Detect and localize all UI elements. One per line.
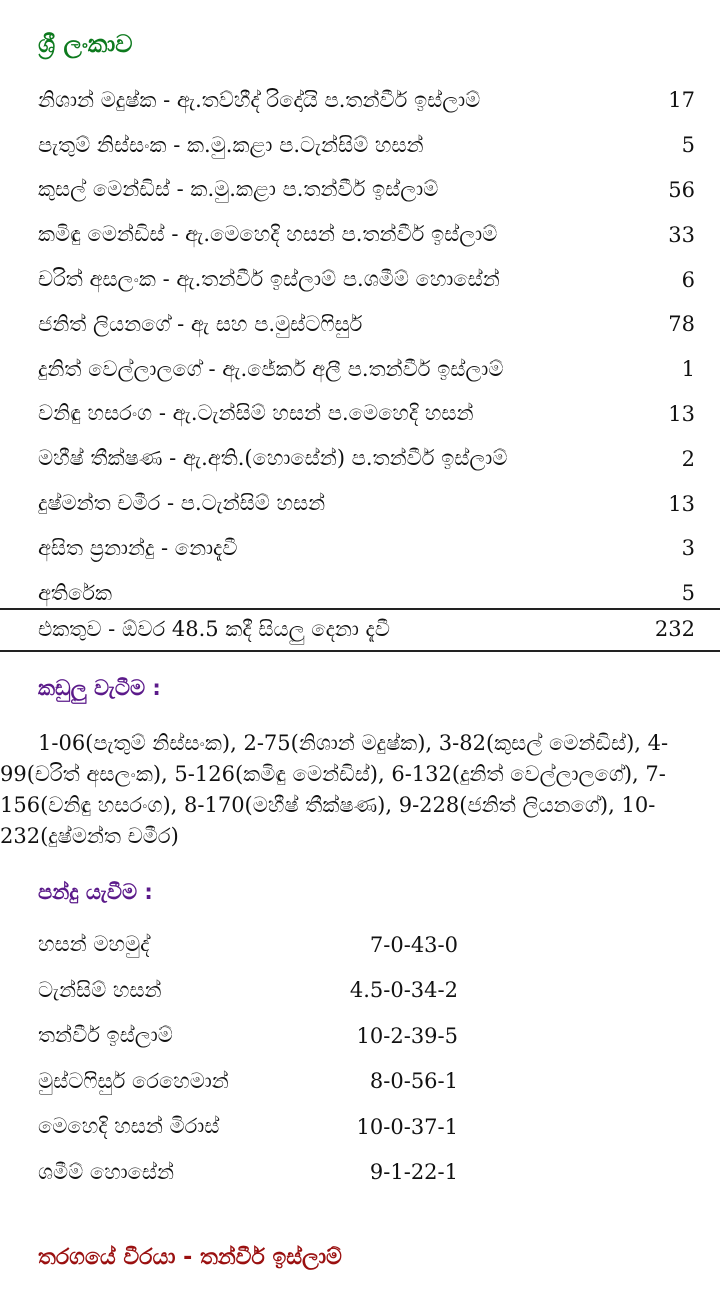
bowling-row	[38, 1104, 458, 1150]
bowler-figures: 10-0-37-1	[356, 1114, 458, 1139]
batting-row	[38, 392, 695, 437]
batting-row	[38, 257, 695, 302]
bowler-figures: 4.5-0-34-2	[349, 978, 458, 1003]
total-runs: 232	[654, 617, 695, 641]
batsman-dismissal: ජනිත් ලියනගේ - ඇ සහ ප.මුස්ටෆිසුර්	[38, 311, 363, 336]
batsman-runs: 6	[681, 267, 695, 292]
bowler-name: තන්වීර් ඉස්ලාම්	[38, 1023, 173, 1048]
batting-row	[38, 123, 695, 168]
batsman-runs: 5	[681, 133, 695, 158]
batsman-dismissal: නිශාන් මදුෂ්ක - ඇ.තව්හීද් රිදෝයි ප.තන්වීර් ඉස්ලාම්	[38, 87, 481, 112]
batsman-dismissal: පැතුම් නිස්සංක - ක.මු.කළා ප.ටැන්සිම් හසන්	[38, 132, 424, 157]
batting-row	[38, 302, 695, 347]
batsman-dismissal: අතිරේක	[38, 580, 113, 605]
batsman-runs: 13	[668, 491, 695, 516]
bowler-name: ශමීම් හොසේන්	[38, 1159, 175, 1184]
batsman-dismissal: කමිඳු මෙන්ඩිස් - ඇ.මෙහෙදි හසන් ප.තන්වීර් ඉස්ලාම්	[38, 222, 498, 247]
batting-row	[38, 78, 695, 123]
batsman-runs: 78	[668, 312, 695, 337]
bowling-heading: පන්දු යැවීම :	[38, 880, 153, 904]
batsman-runs: 56	[668, 177, 695, 202]
batting-row	[38, 168, 695, 213]
batsman-dismissal: කුසල් මෙන්ඩිස් - ක.මු.කළා ප.තන්වීර් ඉස්ලාම්	[38, 177, 439, 202]
batting-table	[38, 78, 695, 616]
batting-row	[38, 481, 695, 526]
batsman-dismissal: චරිත් අසලංක - ඇ.තන්වීර් ඉස්ලාම් ප.ශමීම් හොසේන්	[38, 267, 500, 292]
batsman-dismissal: වනිඳු හසරංග - ඇ.ටැන්සිම් හසන් ප.මෙහෙදි හසන්	[38, 401, 474, 426]
bowling-row	[38, 1059, 458, 1105]
bowler-name: මෙහෙදි හසන් මිරාස්	[38, 1114, 220, 1139]
batting-row	[38, 212, 695, 257]
batting-row	[38, 526, 695, 571]
bowler-figures: 10-2-39-5	[356, 1023, 458, 1048]
bowling-row	[38, 922, 458, 968]
batsman-runs: 2	[681, 446, 695, 471]
batsman-runs: 13	[668, 401, 695, 426]
batsman-dismissal: දුනිත් වෙල්ලාලගේ - ඇ.ජේකර් අලී ප.තන්වීර් ඉස්ලාම්	[38, 356, 504, 381]
batsman-runs: 17	[668, 88, 695, 113]
batsman-runs: 33	[668, 222, 695, 247]
bowling-row	[38, 968, 458, 1014]
bowler-name: මුස්ටෆිසුර් රෙහෙමාන්	[38, 1068, 229, 1093]
total-label: එකතුව - ඕවර 48.5 කදී සියලු දෙනා දැවී	[38, 617, 390, 641]
bowler-figures: 9-1-22-1	[369, 1160, 458, 1185]
bowler-figures: 7-0-43-0	[369, 932, 458, 957]
batsman-runs: 5	[681, 581, 695, 606]
bowler-name: ටැන්සිම් හසන්	[38, 977, 162, 1002]
bowling-row	[38, 1150, 458, 1196]
batsman-dismissal: මහීෂ් තීක්ෂණ - ඇ.අති.(හොසේන්) ප.තන්වීර් ඉස්ලාම්	[38, 446, 508, 471]
batting-row	[38, 436, 695, 481]
team-heading: ශ්‍රී ලංකාව	[38, 30, 133, 58]
batting-row	[38, 347, 695, 392]
player-of-match: තරගයේ වීරයා - තන්වීර් ඉස්ලාම්	[38, 1245, 342, 1270]
bowler-name: හසන් මහමුද්	[38, 932, 150, 957]
batsman-runs: 3	[681, 536, 695, 561]
batsman-dismissal: දුෂ්මන්ත චමීර - ප.ටැන්සිම් හසන්	[38, 491, 326, 516]
fow-text: 1-06(පැතුම් නිස්සංක), 2-75(නිශාන් මදුෂ්ක), 3-82(කුසල් මෙන්ඩිස්), 4-99(චරිත් අසලංක), 5-126(කමිඳු මෙන්ඩිස්), 6-132(දුනිත් වෙල්ලාලගේ), 7-156(වනිඳු හසරංග), 8-170(මහීෂ් තීක්ෂණ), 9-228(ජනිත් ලියනගේ), 10-232(දුෂ්මන්ත චමීර)	[0, 731, 669, 848]
fow-heading: කඩුලු වැටීම :	[38, 676, 161, 700]
batsman-dismissal: අසිත ප්‍රනාන්දු - නොදැවී	[38, 535, 238, 560]
bowler-figures: 8-0-56-1	[369, 1069, 458, 1094]
batsman-runs: 1	[681, 357, 695, 382]
total-row	[0, 608, 720, 652]
bowling-row	[38, 1013, 458, 1059]
bowling-table	[38, 922, 458, 1195]
